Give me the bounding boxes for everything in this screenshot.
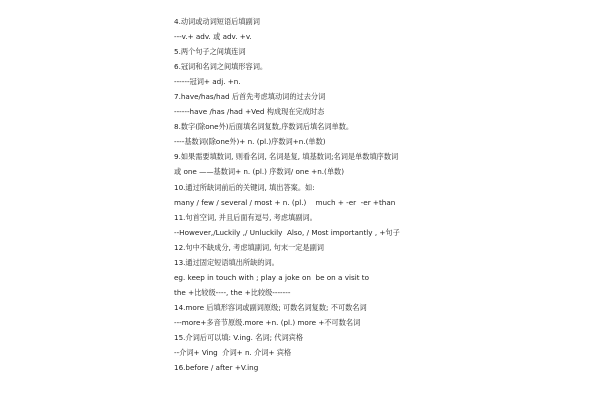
note-line-13-formula: the +比较级----, the +比较级------- [174, 287, 291, 297]
grammar-notes [174, 14, 594, 375]
note-line-13-example: eg. keep in touch with ; play a joke on be on a visit to [174, 272, 370, 282]
note-line-10-example: many / few / several / most + n. (pl.) much + -er -er +than [174, 197, 396, 207]
note-line-11-title: 11.句首空词, 并且后面有逗号, 考虑填副词。 [174, 212, 317, 222]
note-line-14-formula: ---more+多音节原级.more +n. (pl.) more +不可数名词 [174, 317, 361, 327]
note-line-14-title: 14.more 后填形容词或副词原级; 可数名词复数; 不可数名词 [174, 302, 367, 312]
note-line-5-title: 5.两个句子之间填连词 [174, 47, 246, 57]
note-line-11-example: --However,/Luckily ,/ Unluckily Also, / Most importantly , +句子 [174, 227, 400, 237]
note-line-9-formula: 或 one ——基数词+ n. (pl.) 序数词/ one +n.(单数) [174, 167, 345, 177]
note-line-8-title: 8.数字(除one外)后面填名词复数,序数词后填名词单数。 [174, 122, 354, 132]
note-line-10-title: 10.通过所缺词前后的关键词, 填出答案。如: [174, 182, 315, 192]
note-line-13-title: 13.通过固定短语填出所缺的词。 [174, 257, 279, 267]
note-line-15-title: 15.介词后可以填: V.ing. 名词; 代词宾格 [174, 332, 304, 342]
note-line-7-formula: ------have /has /had +Ved 构成现在完成时态 [174, 107, 325, 117]
note-line-6-title: 6.冠词和名词之间填形容词。 [174, 62, 268, 72]
note-line-15-formula: --介词+ Ving 介词+ n. 介词+ 宾格 [174, 348, 292, 358]
note-line-12-title: 12.句中不缺成分, 考虑填副词, 句末一定是副词 [174, 242, 324, 252]
note-line-7-title: 7.have/has/had 后首先考虑填动词的过去分词 [174, 92, 326, 102]
note-line-6-formula: ------冠词+ adj. +n. [174, 77, 241, 87]
note-line-8-formula: ----基数词(除one外)+ n. (pl.)序数词+n.(单数) [174, 137, 326, 147]
note-line-16-title: 16.before / after +V.ing [174, 363, 259, 373]
note-line-9-title: 9.如果需要填数词, 则看名词, 名词是复, 填基数词;名词是单数填序数词 [174, 152, 399, 162]
note-line-4-title: 4.动词或动词短语后填副词 [174, 17, 260, 26]
note-line-4-formula: ---v.+ adv. 或 adv. +v. [174, 32, 252, 42]
